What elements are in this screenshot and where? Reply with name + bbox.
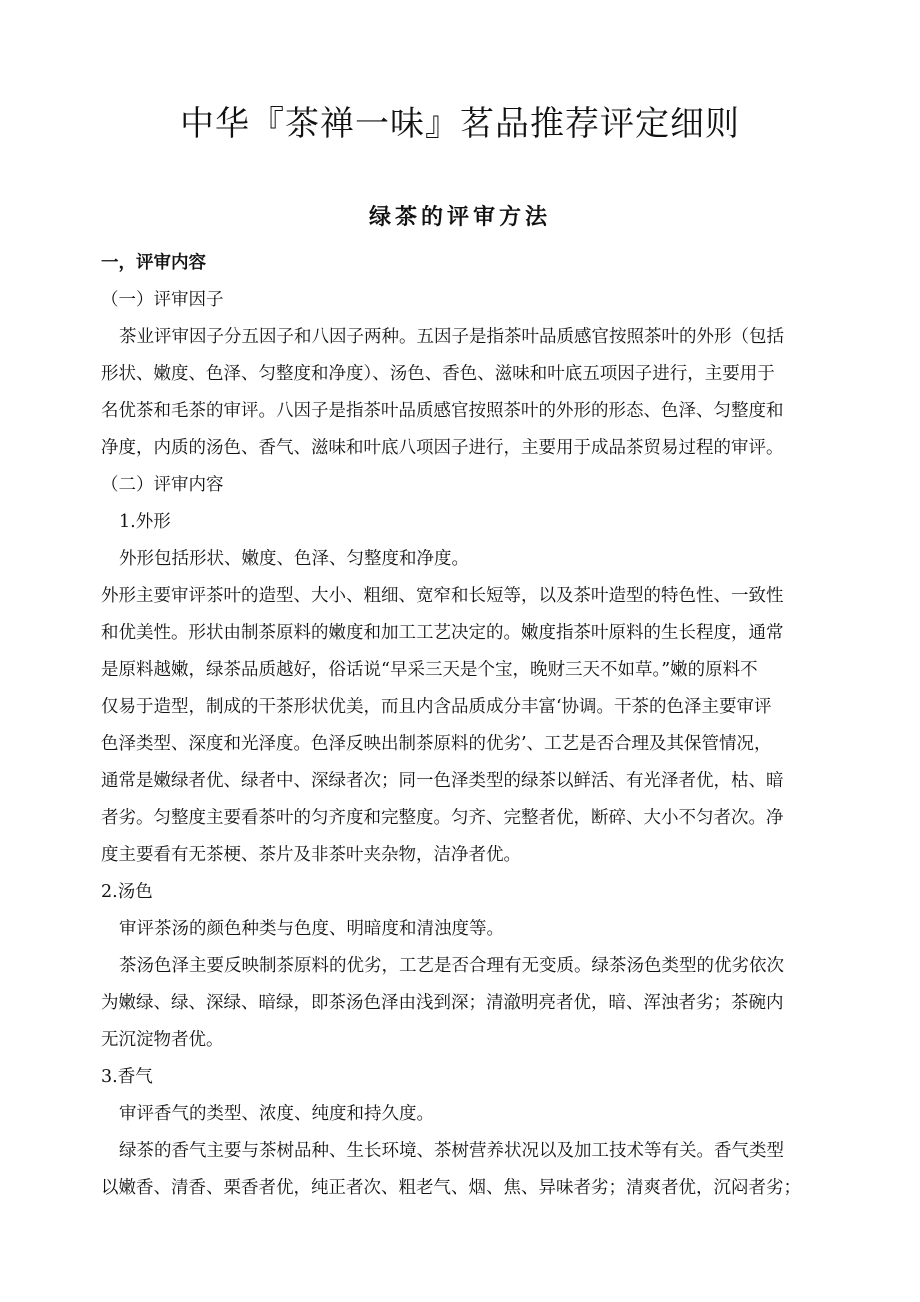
paragraph-line: 色泽类型、深度和光泽度。色泽反映出制茶原料的优劣’、工艺是否合理及其保管情况，	[101, 734, 772, 754]
paragraph-line: 茶业评审因子分五因子和八因子两种。五因子是指茶叶品质感官按照茶叶的外形（包括	[119, 327, 784, 347]
paragraph-line: 外形主要审评茶叶的造型、大小、粗细、宽窄和长短等，以及茶叶造型的特色性、一致性	[101, 586, 784, 606]
paragraph-line: 审评茶汤的颜色种类与色度、明暗度和清浊度等。	[119, 919, 504, 939]
paragraph-line: 无沉淀物者优。	[101, 1030, 224, 1050]
paragraph-line: 者劣。匀整度主要看茶叶的匀齐度和完整度。匀齐、完整者优，断碎、大小不匀者次。净	[101, 808, 784, 828]
paragraph-line: 净度，内质的汤色、香气、滋味和叶底八项因子进行，主要用于成品茶贸易过程的审评。	[101, 438, 784, 458]
paragraph-line: 仅易于造型，制成的干茶形状优美，而且内含品质成分丰富‘协调。干茶的色泽主要审评	[101, 697, 772, 717]
paragraph-line: 是原料越嫩，绿茶品质越好，俗话说“早采三天是个宝，晚财三天不如草。”嫩的原料不	[101, 660, 758, 680]
item-heading-appearance: 1.外形	[119, 512, 171, 532]
paragraph-line: 形状、嫩度、色泽、匀整度和净度）、汤色、香色、滋味和叶底五项因子进行，主要用于	[101, 364, 775, 384]
paragraph-line: 绿茶的香气主要与茶树品种、生长环境、茶树营养状况以及加工技术等有关。香气类型	[119, 1141, 784, 1161]
subheading-review-factors: （一）评审因子	[101, 290, 224, 310]
paragraph-line: 通常是嫩绿者优、绿者中、深绿者次；同一色泽类型的绿茶以鲜活、有光泽者优，枯、暗	[101, 771, 784, 791]
paragraph-line: 为嫩绿、绿、深绿、暗绿，即茶汤色泽由浅到深；清澈明亮者优，暗、浑浊者劣；茶碗内	[101, 993, 784, 1013]
paragraph-line: 以嫩香、清香、栗香者优，纯正者次、粗老气、烟、焦、异味者劣；清爽者优，沉闷者劣；	[101, 1178, 801, 1198]
paragraph-line: 审评香气的类型、浓度、纯度和持久度。	[119, 1104, 434, 1124]
paragraph-line: 和优美性。形状由制茶原料的嫩度和加工工艺决定的。嫩度指茶叶原料的生长程度，通常	[101, 623, 784, 643]
item-heading-liquor-color: 2.汤色	[101, 882, 153, 902]
paragraph-line: 度主要看有无茶梗、茶片及非茶叶夹杂物，洁净者优。	[101, 845, 521, 865]
document-body	[101, 245, 823, 1207]
paragraph-line: 外形包括形状、嫩度、色泽、匀整度和净度。	[119, 549, 469, 569]
section-subtitle: 绿茶的评审方法	[368, 204, 551, 230]
item-heading-aroma: 3.香气	[101, 1067, 153, 1087]
paragraph-line: 茶汤色泽主要反映制茶原料的优劣，工艺是否合理有无变质。绿茶汤色类型的优劣依次	[119, 956, 784, 976]
document-title: 中华『茶禅一味』茗品推荐评定细则	[180, 104, 740, 144]
subheading-review-items: （二）评审内容	[101, 475, 224, 495]
heading-review-content: 一，评审内容	[101, 253, 206, 273]
paragraph-line: 名优茶和毛茶的审评。八因子是指茶叶品质感官按照茶叶的外形的形态、色泽、匀整度和	[101, 401, 784, 421]
